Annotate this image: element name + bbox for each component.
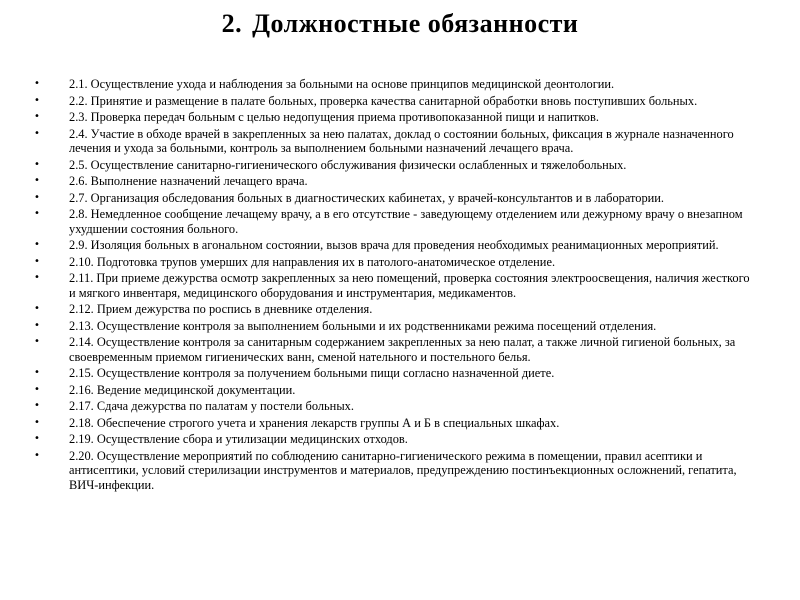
bullet-icon: • xyxy=(34,94,40,106)
bullet-icon: • xyxy=(34,191,40,203)
bullet-icon: • xyxy=(34,239,40,250)
bullet-icon: • xyxy=(34,78,40,89)
bullet-icon: • xyxy=(34,433,40,444)
list-item xyxy=(34,432,756,447)
bullet-icon: • xyxy=(34,416,40,428)
list-item xyxy=(34,383,756,398)
list-item xyxy=(34,207,756,236)
list-item-text: 2.14. Осуществление контроля за санитарным содержанием закрепленных за нею палат, а также личной гигиеной больных, за своевременным приемом гигиенических ванн, сменой нательного и постельного белья. xyxy=(69,335,736,364)
slide-title xyxy=(0,4,800,44)
list-item xyxy=(34,335,756,364)
bullet-icon: • xyxy=(34,449,40,461)
list-item xyxy=(34,238,756,253)
list-item-text: 2.16. Ведение медицинской документации. xyxy=(69,382,296,397)
list-item xyxy=(34,416,756,431)
list-item-text: 2.20. Осуществление мероприятий по соблюдению санитарно-гигиенического режима в помещении, правил асептики и антисептики, условий стерилизации инструментов и материалов, предупреждению постинъекционных осложнений, гепатита, ВИЧ-инфекции. xyxy=(69,448,737,492)
title-text: Должностные обязанности xyxy=(252,9,579,38)
list-item-text: 2.12. Прием дежурства по роспись в дневнике отделения. xyxy=(69,302,373,316)
bullet-icon: • xyxy=(34,383,40,395)
bullet-icon: • xyxy=(34,127,40,139)
list-item xyxy=(34,94,756,109)
list-item-text: 2.1. Осуществление ухода и наблюдения за больными на основе принципов медицинской деонтологии. xyxy=(69,77,615,91)
list-item-text: 2.15. Осуществление контроля за получением больными пищи согласно назначенной диете. xyxy=(69,366,555,380)
bullet-icon: • xyxy=(34,111,40,122)
list-item xyxy=(34,127,756,156)
list-item-text: 2.19. Осуществление сбора и утилизации медицинских отходов. xyxy=(69,432,408,446)
list-item-text: 2.8. Немедленное сообщение лечащему врачу, а в его отсутствие - заведующему отделением или дежурному врачу о внезапном ухудшении состояния больного. xyxy=(69,207,743,236)
title-number: 2. xyxy=(221,9,243,38)
list-item xyxy=(34,319,756,334)
duties-list xyxy=(34,77,756,494)
list-item-text: 2.17. Сдача дежурства по палатам у постели больных. xyxy=(69,399,354,413)
list-item-text: 2.18. Обеспечение строгого учета и хранения лекарств группы А и Б в специальных шкафах. xyxy=(69,415,560,430)
list-item xyxy=(34,110,756,125)
bullet-icon: • xyxy=(34,367,40,378)
bullet-icon: • xyxy=(34,272,40,283)
list-item xyxy=(34,302,756,317)
list-item-text: 2.2. Принятие и размещение в палате больных, проверка качества санитарной обработки вновь поступивших больных. xyxy=(69,93,698,108)
bullet-icon: • xyxy=(34,400,40,411)
list-item xyxy=(34,174,756,189)
bullet-icon: • xyxy=(34,255,40,267)
list-item xyxy=(34,449,756,493)
list-item-text: 2.4. Участие в обходе врачей в закрепленных за нею палатах, доклад о состоянии больных, фиксация в журнале назначенного лечения и ухода за больными, контроль за выполнением больными назначений лечащего врача. xyxy=(69,126,734,155)
list-item-text: 2.7. Организация обследования больных в диагностических кабинетах, у врачей-консультантов и в лаборатории. xyxy=(69,190,665,205)
bullet-icon: • xyxy=(34,336,40,347)
list-item xyxy=(34,158,756,173)
list-item-text: 2.9. Изоляция больных в агональном состоянии, вызов врача для проведения необходимых реанимационных мероприятий. xyxy=(69,238,719,252)
list-item-text: 2.3. Проверка передач больным с целью недопущения приема противопоказанной пищи и напитков. xyxy=(69,110,599,124)
list-item xyxy=(34,271,756,300)
list-item-text: 2.5. Осуществление санитарно-гигиенического обслуживания физически ослабленных и тяжелобольных. xyxy=(69,157,627,172)
list-item xyxy=(34,255,756,270)
list-item xyxy=(34,366,756,381)
list-item xyxy=(34,191,756,206)
list-item-text: 2.13. Осуществление контроля за выполнением больными и их родственниками режима посещений отделения. xyxy=(69,318,657,333)
bullet-icon: • xyxy=(34,158,40,170)
bullet-icon: • xyxy=(34,208,40,219)
list-item xyxy=(34,399,756,414)
list-item-text: 2.11. При приеме дежурства осмотр закрепленных за нею помещений, проверка состояния электроосвещения, наличия жесткого и мягкого инвентаря, медицинского оборудования и инструментария, медикаментов. xyxy=(69,271,750,300)
bullet-icon: • xyxy=(34,319,40,331)
bullet-icon: • xyxy=(34,175,40,186)
bullet-icon: • xyxy=(34,303,40,314)
list-item-text: 2.10. Подготовка трупов умерших для направления их в патолого-анатомическое отделение. xyxy=(69,254,556,269)
list-item-text: 2.6. Выполнение назначений лечащего врача. xyxy=(69,174,308,188)
list-item xyxy=(34,77,756,92)
